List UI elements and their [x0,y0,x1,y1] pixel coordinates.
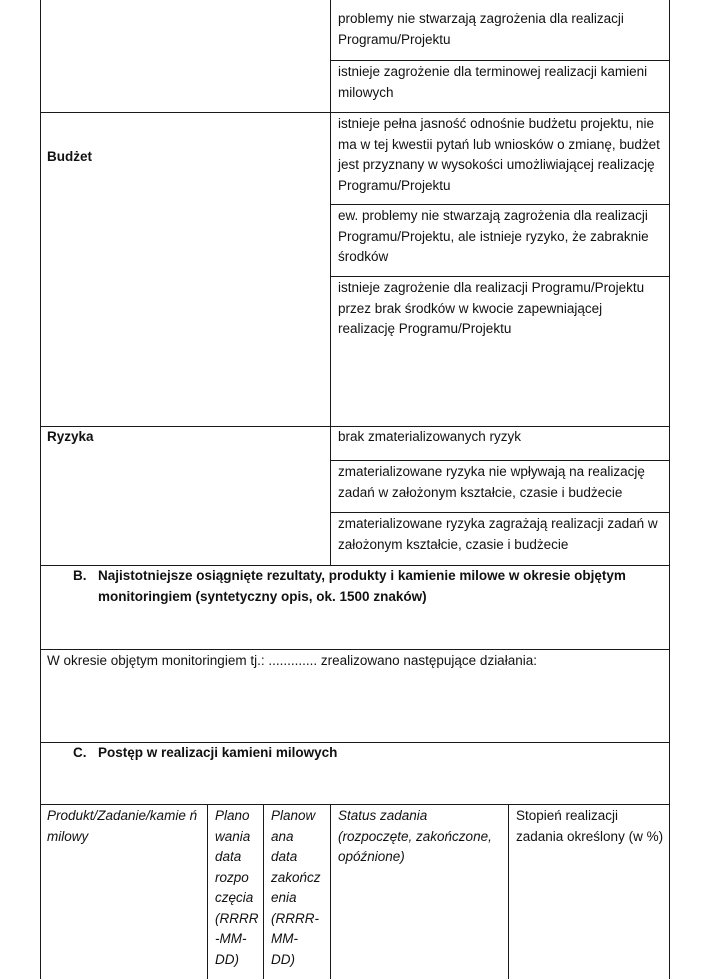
status-option: brak zmaterializowanych ryzyk [338,429,522,444]
milestone-header-status: Status zadania (rozpoczęte, zakończone, opóźnione) [338,808,492,864]
row-divider [330,204,670,205]
row-divider [330,276,670,277]
section-divider [40,649,670,650]
row-divider [330,60,670,61]
milestone-col-divider [508,804,509,979]
column-divider [330,0,331,566]
section-b-body: W okresie objętym monitoringiem tj.: ............. zrealizowano następujące działania: [47,653,537,668]
table-border-right [669,0,670,979]
row-divider [330,460,670,461]
status-option: istnieje pełna jasność odnośnie budżetu projektu, nie ma w tej kwestii pytań lub wniosków o zmianę, budżet jest przyznany w wysokości umożliwiającej realizację Programu/Projektu [338,116,660,193]
section-b-title: Najistotniejsze osiągnięte rezultaty, produkty i kamienie milowe w okresie objętym monitoringiem (syntetyczny opis, ok. 1500 znaków) [98,568,626,604]
table-border-left [40,0,41,979]
row-label-budzet: Budżet [47,149,92,164]
milestone-col-divider [330,804,331,979]
milestone-col-divider [207,804,208,979]
milestone-header-product: Produkt/Zadanie/kamie ń milowy [47,808,198,844]
status-option: istnieje zagrożenie dla realizacji Programu/Projektu przez brak środków w kwocie zapewniającej realizację Programu/Projektu [338,280,645,336]
section-c-title: Postęp w realizacji kamieni milowych [98,745,338,760]
section-b-letter: B. [73,568,87,583]
section-c-letter: C. [73,745,87,760]
status-option: istnieje zagrożenie dla terminowej realizacji kamieni milowych [338,64,648,100]
row-label-ryzyka: Ryzyka [47,429,94,444]
section-divider [40,112,670,113]
milestone-header-planned-start: Plano wania data rozpo częcia (RRRR -MM- DD) [215,808,259,967]
status-option: zmaterializowane ryzyka nie wpływają na realizację zadań w założonym kształcie, czasie i budżecie [338,464,645,500]
row-divider [330,512,670,513]
milestone-header-progress: Stopień realizacji zadania określony (w %) [516,808,664,844]
status-option: ew. problemy nie stwarzają zagrożenia dla realizacji Programu/Projektu, ale istnieje ryzyko, że zabraknie środków [338,208,649,264]
status-option: zmaterializowane ryzyka zagrażają realizacji zadań w założonym kształcie, czasie i budżecie [338,516,658,552]
status-option: problemy nie stwarzają zagrożenia dla realizacji Programu/Projektu [338,11,624,47]
milestone-header-planned-end: Planow ana data zakończ enia (RRRR- MM- DD) [271,808,321,967]
section-divider [40,804,670,805]
milestone-col-divider [263,804,264,979]
